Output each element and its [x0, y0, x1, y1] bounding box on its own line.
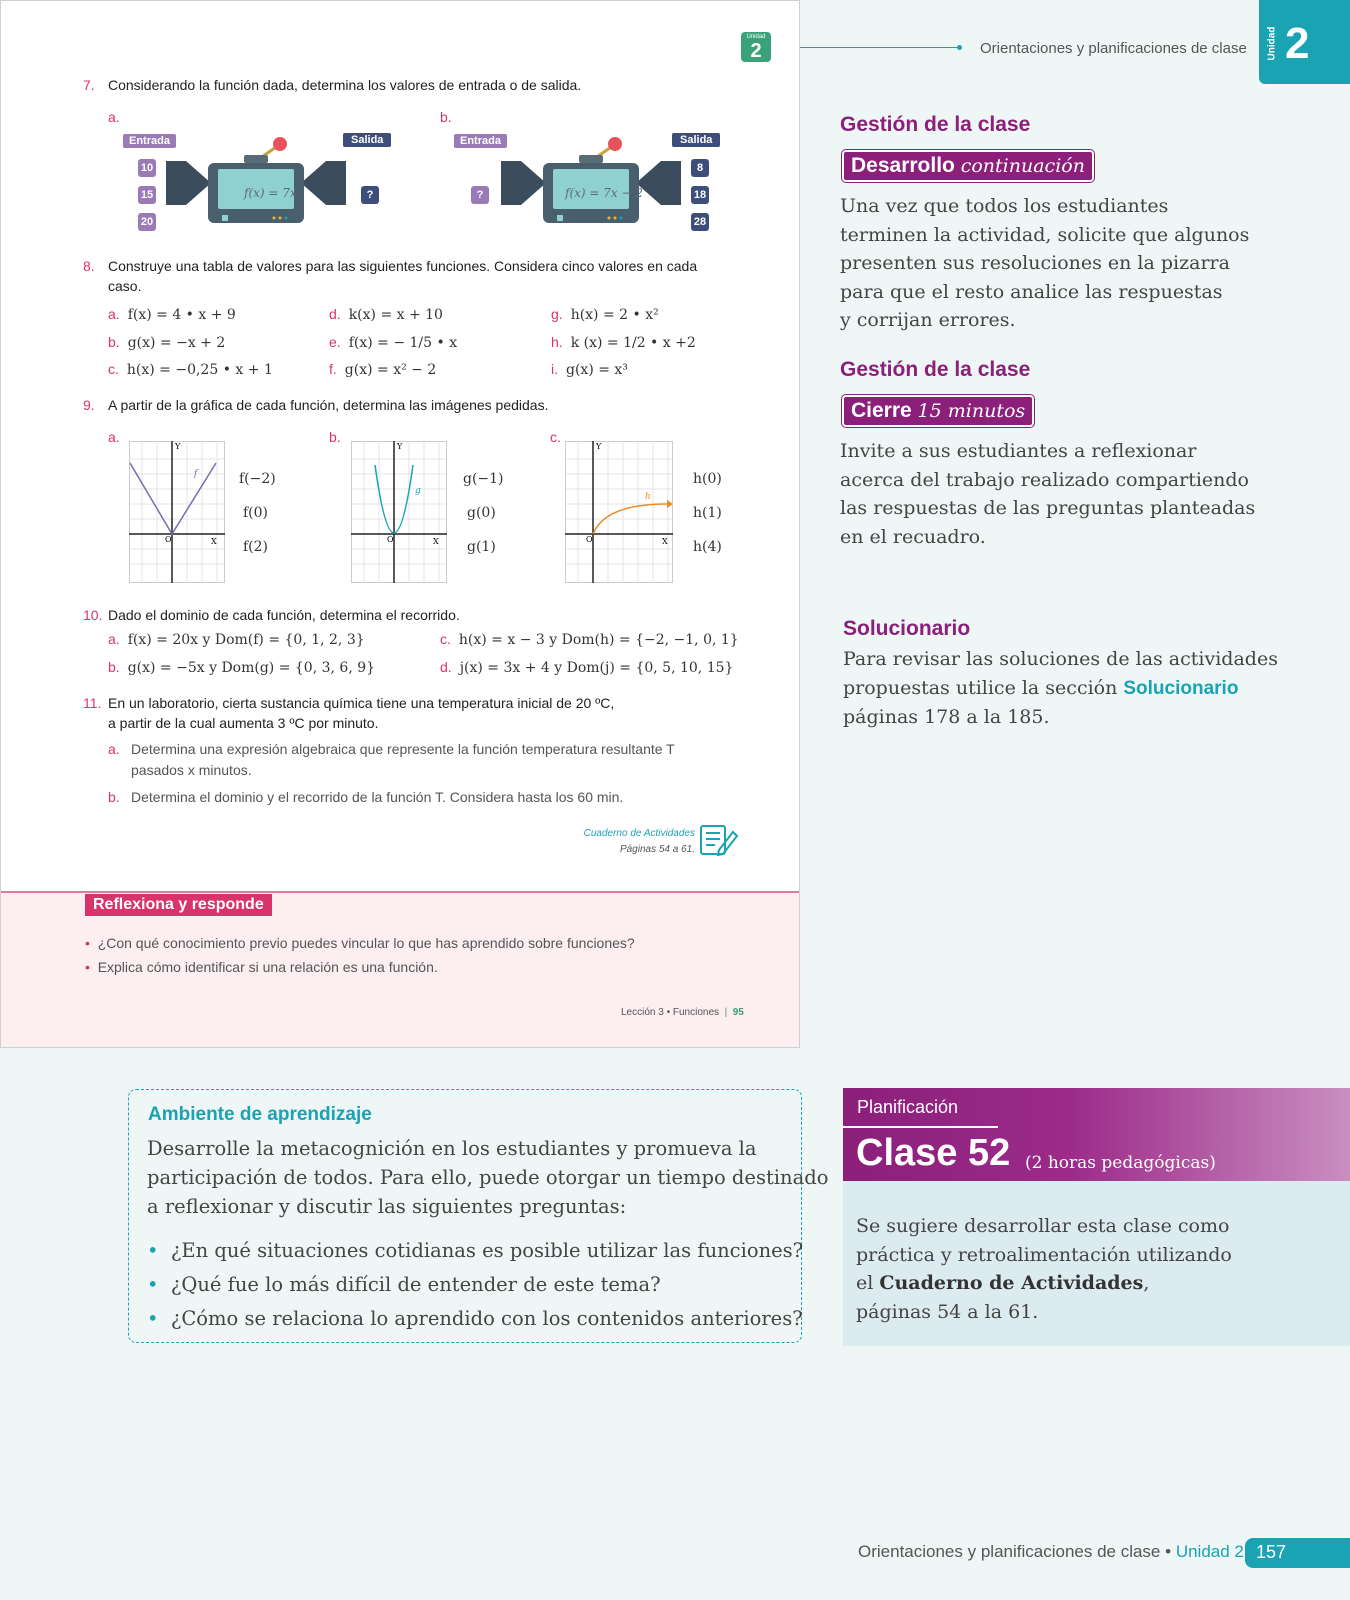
q9-number: 9. — [83, 397, 95, 413]
q8-text: Construye una tabla de valores para las siguientes funciones. Considera cinco valores en cada caso. — [108, 258, 698, 294]
graph-a-ask-1: f(−2) — [239, 471, 276, 487]
q8-item-i: i. g(x) = x³ — [551, 361, 628, 378]
header-line — [800, 47, 960, 48]
q7-number: 7. — [83, 77, 95, 93]
q9a-letter: a. — [108, 429, 120, 445]
machine-b-output-2: 18 — [691, 186, 709, 204]
machine-b-illustration — [501, 133, 681, 233]
q9-text: A partir de la gráfica de cada función, determina las imágenes pedidas. — [108, 397, 549, 413]
machine-b-function: f(x) = 7x − 2 — [565, 186, 643, 200]
q10-text: Dado el dominio de cada función, determina el recorrido. — [108, 607, 460, 623]
svg-text:h: h — [645, 492, 651, 502]
unit-tab — [1259, 0, 1350, 84]
q8-item-f: f. g(x) = x² − 2 — [329, 361, 437, 378]
svg-text:O: O — [387, 535, 394, 544]
graph-c-ask-2: h(1) — [693, 505, 722, 521]
machine-a-output-1: ? — [361, 186, 379, 204]
reflexiona-bullet-2: • Explica cómo identificar si una relación es una función. — [85, 959, 438, 975]
machine-a-input-3: 20 — [138, 213, 156, 231]
header-subtitle: Orientaciones y planificaciones de clase — [980, 40, 1247, 57]
machine-a-function: f(x) = 7x — [244, 186, 297, 200]
ambiente-bullet-1: • ¿En qué situaciones cotidianas es posible utilizar las funciones? — [147, 1239, 804, 1262]
machine-a-illustration — [166, 133, 346, 233]
graph-b — [351, 441, 447, 583]
cuaderno-pages: Páginas 54 a 61. — [619, 844, 695, 855]
q11-line1: En un laboratorio, cierta sustancia química tiene una temperatura inicial de 20 ºC, — [108, 695, 615, 711]
svg-text:O: O — [165, 535, 172, 544]
planificacion-text: Se sugiere desarrollar esta clase como práctica y retroalimentación utilizando el Cuaderno de Actividades, páginas 54 a la 61. — [856, 1215, 1232, 1323]
graph-c-ask-1: h(0) — [693, 471, 722, 487]
ambiente-bullets — [147, 1234, 803, 1336]
solucionario-heading: Solucionario — [843, 617, 971, 640]
q11a-letter: a. — [108, 741, 120, 757]
unit-tab-label: Unidad — [1266, 26, 1278, 61]
q8-number: 8. — [83, 258, 95, 274]
q10-item-d: d. j(x) = 3x + 4 y Dom(j) = {0, 5, 10, 15} — [440, 659, 734, 676]
q8-item-h: h. k (x) = 1/2 • x +2 — [551, 334, 696, 351]
q7a-letter: a. — [108, 109, 120, 125]
q11b-text: Determina el dominio y el recorrido de la función T. Considera hasta los 60 min. — [131, 789, 624, 805]
ambiente-bullet-2: • ¿Qué fue lo más difícil de entender de este tema? — [147, 1273, 661, 1296]
page-footer: Orientaciones y planificaciones de clase • Unidad 2 — [858, 1542, 1244, 1561]
q9c-letter: c. — [550, 429, 561, 445]
machine-b-output-3: 28 — [691, 213, 709, 231]
planificacion-divider — [843, 1126, 998, 1128]
cuaderno-link: Cuaderno de Actividades — [879, 1272, 1144, 1294]
q10-item-b: b. g(x) = −5x y Dom(g) = {0, 3, 6, 9} — [108, 659, 376, 676]
graph-c-ask-3: h(4) — [693, 539, 722, 555]
unit-tab-number: 2 — [1285, 19, 1310, 68]
q7-text: Considerando la función dada, determina los valores de entrada o de salida. — [108, 77, 582, 93]
svg-text:X: X — [433, 537, 439, 546]
q8-item-c: c. h(x) = −0,25 • x + 1 — [108, 361, 273, 378]
q11-line2: a partir de la cual aumenta 3 ºC por minuto. — [108, 715, 379, 731]
svg-text:X: X — [662, 537, 668, 546]
graph-a-ask-3: f(2) — [243, 539, 269, 555]
footer-unit: Unidad 2 — [1175, 1542, 1244, 1561]
unit-badge-number: 2 — [750, 40, 762, 62]
footer-page-tab — [1245, 1538, 1350, 1568]
q8-item-e: e. f(x) = − 1/5 • x — [329, 334, 458, 351]
clase-number: Clase 52 — [856, 1132, 1011, 1174]
machine-a-input-2: 15 — [138, 186, 156, 204]
graph-c — [565, 441, 673, 583]
graph-b-ask-2: g(0) — [467, 505, 496, 521]
graph-b-ask-1: g(−1) — [463, 471, 504, 487]
desarrollo-pill: Desarrollo continuación — [842, 150, 1094, 182]
machine-a-input-tag: Entrada — [123, 134, 176, 148]
student-footer: Lección 3 • Funciones | 95 — [621, 1007, 744, 1018]
svg-text:f: f — [194, 469, 198, 479]
machine-a-output-tag: Salida — [343, 133, 391, 147]
machine-b-output-1: 8 — [691, 159, 709, 177]
q10-item-c: c. h(x) = x − 3 y Dom(h) = {−2, −1, 0, 1} — [440, 631, 739, 648]
q10-number: 10. — [83, 607, 103, 623]
machine-b-input-tag: Entrada — [454, 134, 507, 148]
machine-b-output-tag: Salida — [672, 133, 720, 147]
q7b-letter: b. — [440, 109, 452, 125]
footer-page-number: 157 — [1256, 1542, 1287, 1562]
gestion-heading-2: Gestión de la clase — [840, 358, 1031, 381]
ambiente-title: Ambiente de aprendizaje — [148, 1104, 372, 1125]
q8-item-b: b. g(x) = −x + 2 — [108, 334, 226, 351]
q8-item-g: g. h(x) = 2 • x² — [551, 306, 659, 323]
graph-b-ask-3: g(1) — [467, 539, 496, 555]
svg-text:Y: Y — [175, 442, 181, 451]
q11-number: 11. — [83, 695, 102, 711]
gestion-1-text: Una vez que todos los estudiantes terminen la actividad, solicite que algunos presenten sus resoluciones en la pizarra para que el resto analice las respuestas y corrijan errores. — [840, 195, 1250, 331]
machine-a-input-1: 10 — [138, 159, 156, 177]
svg-text:Y: Y — [397, 442, 403, 451]
svg-text:O: O — [586, 535, 593, 544]
planificacion-header — [843, 1088, 1350, 1181]
svg-text:g: g — [415, 486, 421, 496]
q8-item-a: a. f(x) = 4 • x + 9 — [108, 306, 236, 323]
svg-text:X: X — [211, 537, 217, 546]
header-dot — [957, 45, 962, 50]
graph-a-ask-2: f(0) — [243, 505, 269, 521]
svg-text:Y: Y — [596, 442, 602, 451]
q11b-letter: b. — [108, 789, 120, 805]
cuaderno-title: Cuaderno de Actividades — [583, 828, 695, 839]
solucionario-link: Solucionario — [1123, 677, 1239, 699]
ambiente-bullet-3: • ¿Cómo se relaciona lo aprendido con los contenidos anteriores? — [147, 1307, 803, 1330]
planificacion-label: Planificación — [857, 1097, 959, 1117]
student-page-number: 95 — [732, 1007, 744, 1018]
unit-badge-label: Unidad — [746, 34, 766, 40]
q9b-letter: b. — [329, 429, 341, 445]
reflexiona-title: Reflexiona y responde — [85, 894, 272, 916]
q11a-line2: pasados x minutos. — [131, 762, 252, 778]
notebook-icon — [699, 824, 739, 856]
q8-item-d: d. k(x) = x + 10 — [329, 306, 443, 323]
student-page — [0, 0, 800, 1048]
unit-badge — [741, 32, 771, 62]
clase-horas: (2 horas pedagógicas) — [1025, 1153, 1216, 1173]
reflexiona-bullet-1: • ¿Con qué conocimiento previo puedes vincular lo que has aprendido sobre funciones? — [85, 935, 635, 951]
machine-b-input-1: ? — [471, 186, 489, 204]
q11a-line1: Determina una expresión algebraica que represente la función temperatura resultante T — [131, 741, 675, 757]
cierre-pill: Cierre 15 minutos — [842, 395, 1034, 427]
q10-item-a: a. f(x) = 20x y Dom(f) = {0, 1, 2, 3} — [108, 631, 365, 648]
graph-a — [129, 441, 225, 583]
ambiente-text: Desarrolle la metacognición en los estudiantes y promueva la participación de todos. Para ello, puede otorgar un tiempo destinado a reflexionar y discutir las siguientes preguntas: — [147, 1137, 829, 1218]
gestion-2-text: Invite a sus estudiantes a reflexionar acerca del trabajo realizado compartiendo las respuestas de las preguntas planteadas en el recuadro. — [840, 440, 1256, 548]
gestion-heading-1: Gestión de la clase — [840, 113, 1031, 136]
solucionario-text: Para revisar las soluciones de las actividades propuestas utilice la sección Solucionario páginas 178 a la 185. — [843, 648, 1278, 728]
